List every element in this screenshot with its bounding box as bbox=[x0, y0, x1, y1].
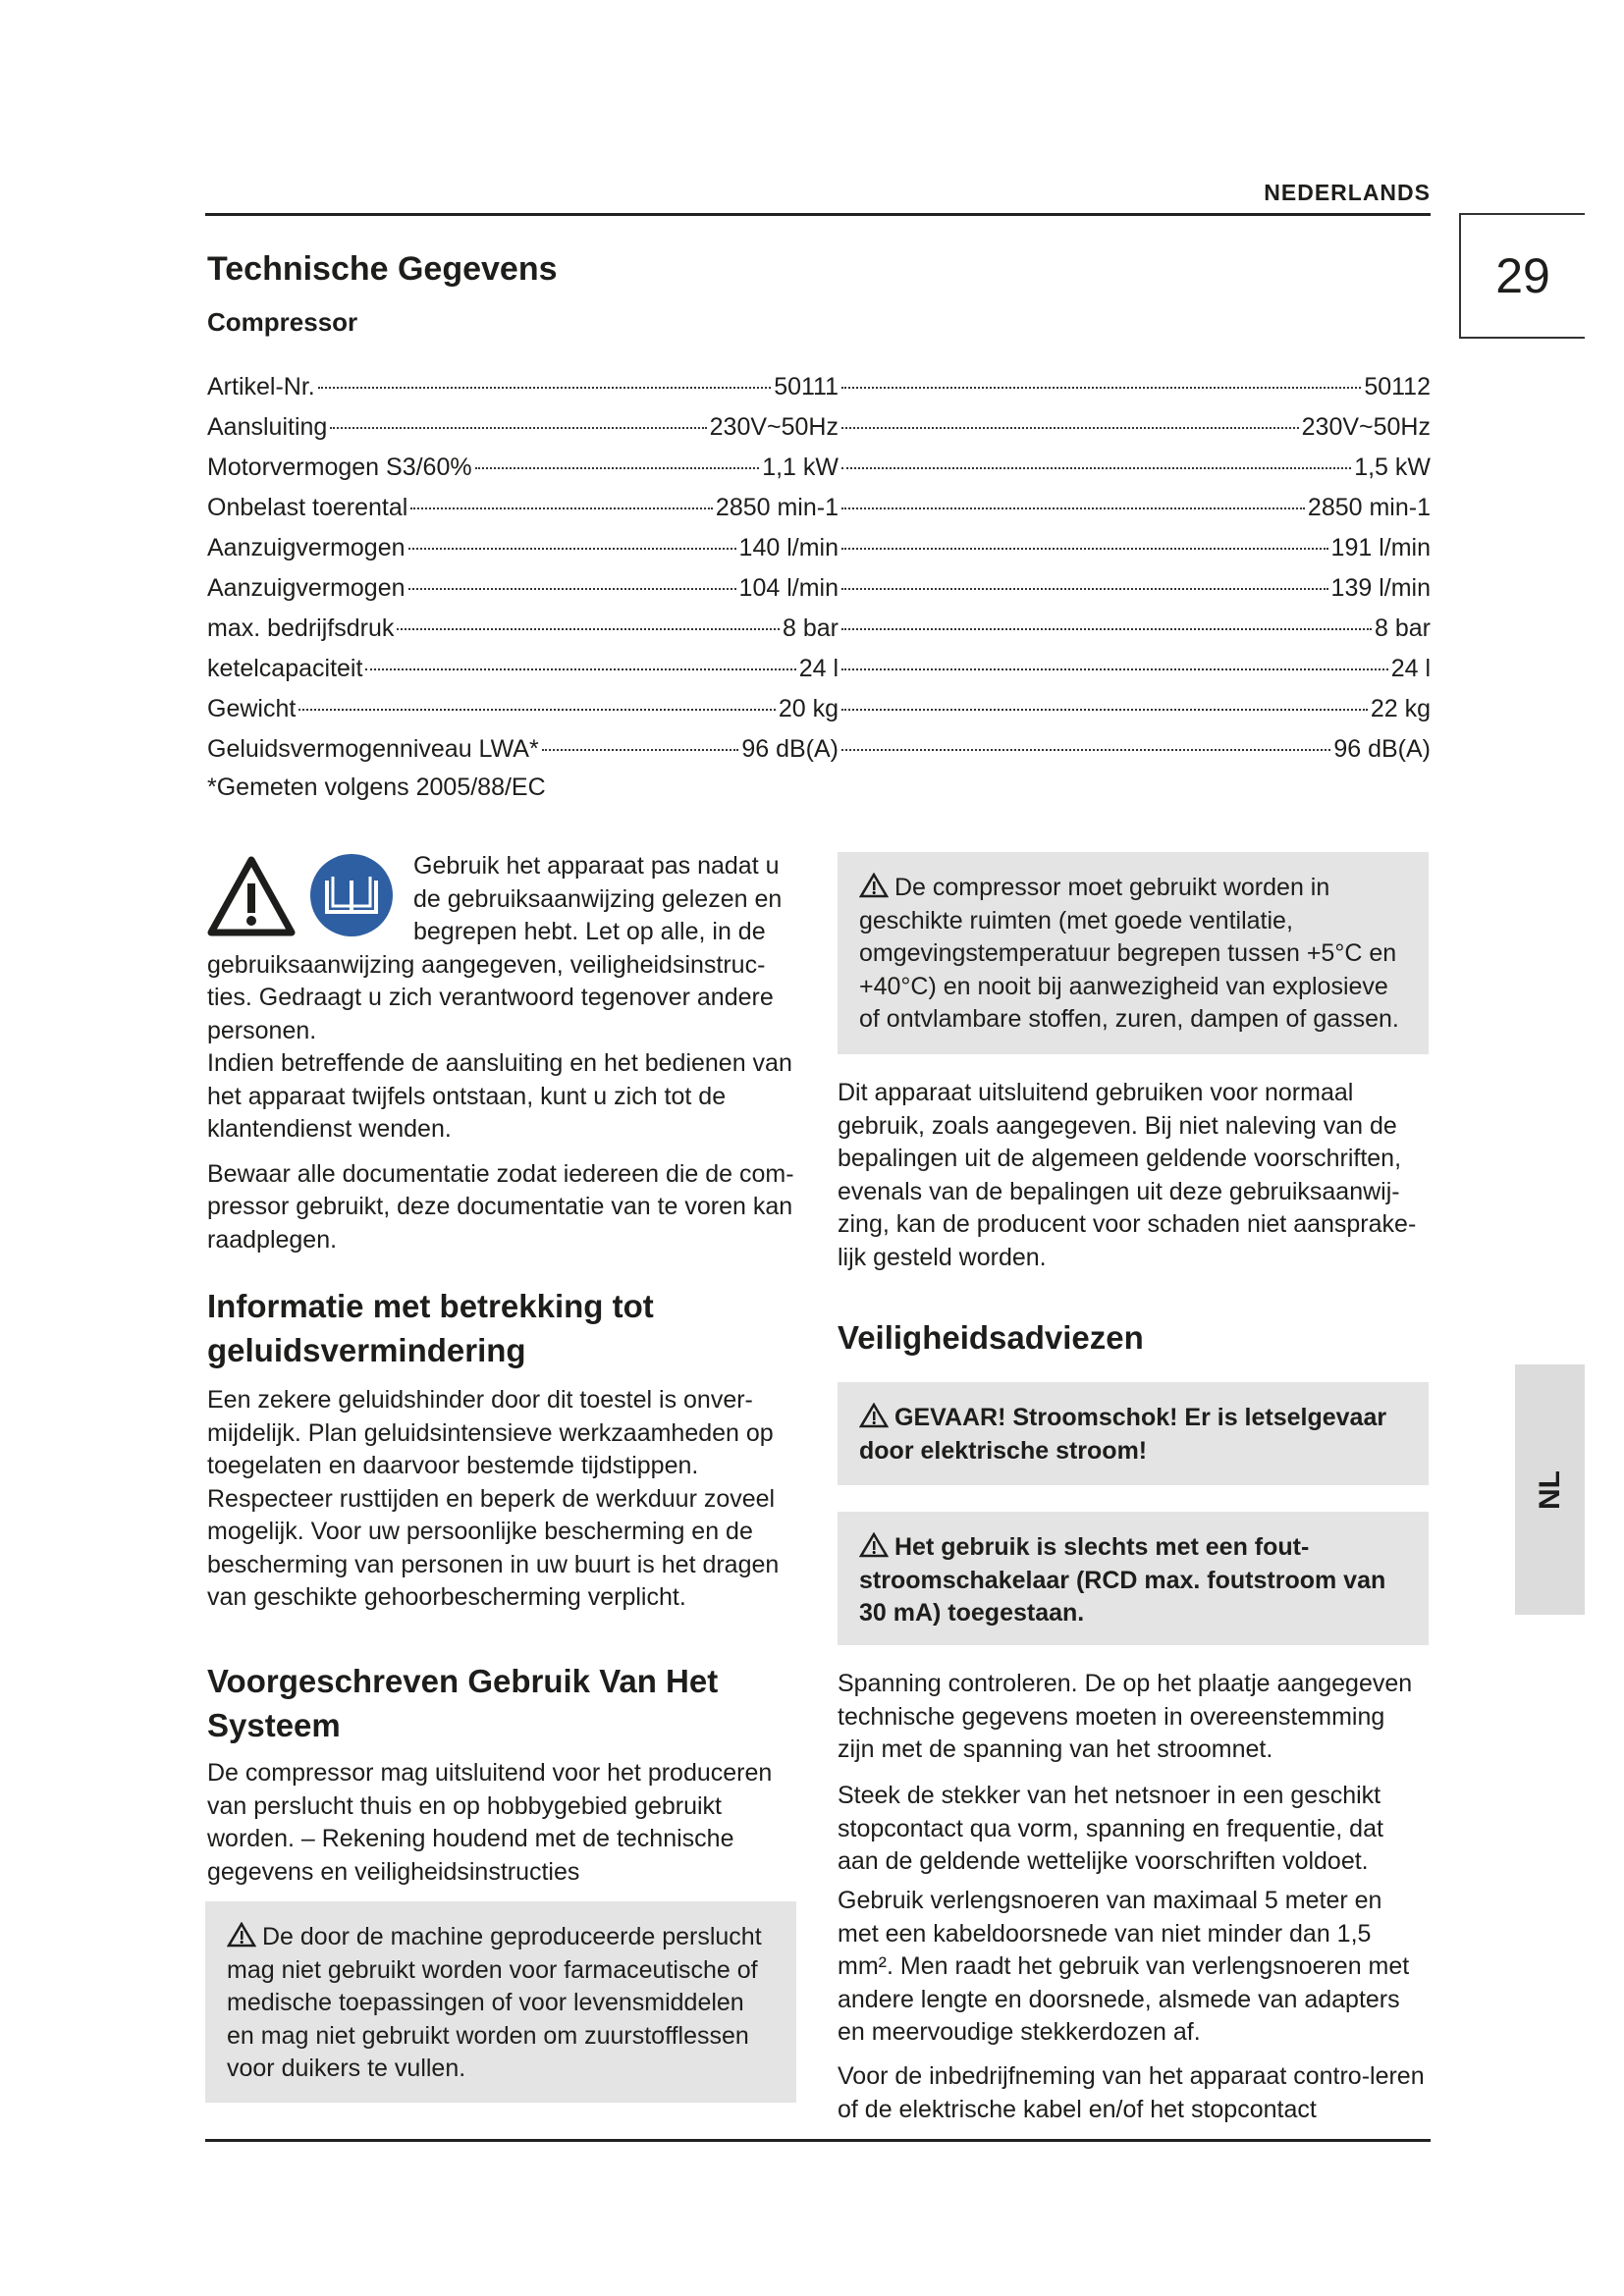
extension-text: Gebruik verlengsnoeren van maximaal 5 meter en met een kabeldoorsnede van niet minder dan 1,5 mm². Men raadt het gebruik van verlengsnoeren met andere lengte en doorsnede, alsmede van adapters en meervoudige stekkerdozen af. bbox=[838, 1887, 1410, 2046]
spec-value-50111: 96 dB(A) bbox=[741, 735, 839, 763]
spec-value-50111: 1,1 kW bbox=[762, 454, 839, 481]
dot-leader bbox=[475, 454, 760, 469]
dot-leader bbox=[841, 614, 1372, 630]
spec-label: Aanzuigvermogen bbox=[207, 534, 406, 561]
intro-text: Gebruik het apparaat pas nadat u de gebruiksaanwijzing gelezen en begrepen hebt. Let op alle, in de gebruiksaanwijzing aangegeven, veiligheidsinstruc-ties. Gedraagt u zich verantwoord tegenover andere personen. bbox=[207, 852, 783, 1044]
normal-use-text: Dit apparaat uitsluitend gebruiken voor normaal gebruik, zoals aangegeven. Bij niet naleving van de bepalingen uit de algemeen geldende voorschriften, evenals van de bepalingen uit deze gebruiksaanwij-zing, kan de producent voor schaden niet aansprake-lijk gesteld worden. bbox=[838, 1079, 1417, 1271]
dot-leader bbox=[330, 413, 706, 429]
dot-leader bbox=[841, 735, 1330, 751]
spec-value-50111: 20 kg bbox=[778, 695, 839, 722]
warning-icon bbox=[227, 1922, 256, 1948]
warning-icon bbox=[859, 1403, 889, 1428]
spec-value-50111: 104 l/min bbox=[738, 574, 839, 602]
spec-label: Motorvermogen S3/60% bbox=[207, 454, 472, 481]
spec-label: ketelcapaciteit bbox=[207, 655, 363, 682]
keep-docs-text: Bewaar alle documentatie zodat iedereen die de com-pressor gebruikt, deze documentatie van te voren kan raadplegen. bbox=[207, 1159, 794, 1254]
spec-value-50112: 2850 min-1 bbox=[1307, 494, 1431, 521]
spec-label: Artikel-Nr. bbox=[207, 373, 315, 400]
dot-leader bbox=[841, 574, 1328, 590]
rcd-text: Het gebruik is slechts met een fout-stroomschakelaar (RCD max. foutstroom van 30 mA) toegestaan. bbox=[859, 1533, 1386, 1627]
dot-leader bbox=[410, 494, 713, 509]
language-tab-label: NL bbox=[1533, 1469, 1566, 1510]
spec-row bbox=[207, 609, 1431, 649]
dot-leader bbox=[841, 655, 1388, 670]
page-number: 29 bbox=[1459, 213, 1585, 339]
dot-leader bbox=[542, 735, 739, 751]
use-heading: Voorgeschreven Gebruik Van Het Systeem bbox=[207, 1663, 719, 1743]
spec-value-50112: 96 dB(A) bbox=[1333, 735, 1431, 763]
spec-value-50111: 2850 min-1 bbox=[715, 494, 839, 521]
spec-row bbox=[207, 568, 1431, 609]
spec-value-50111: 24 l bbox=[798, 655, 839, 682]
spec-label: Onbelast toerental bbox=[207, 494, 408, 521]
spec-label: Geluidsvermogenniveau LWA* bbox=[207, 735, 539, 763]
spec-value-50112: 139 l/min bbox=[1330, 574, 1431, 602]
spec-label: max. bedrijfsdruk bbox=[207, 614, 395, 642]
bottom-rule bbox=[205, 2139, 1431, 2142]
dot-leader bbox=[298, 695, 776, 711]
dot-leader bbox=[397, 614, 780, 630]
spec-row bbox=[207, 649, 1431, 689]
spec-row bbox=[207, 528, 1431, 568]
section-subtitle: Compressor bbox=[207, 307, 358, 337]
room-warning-text: De compressor moet gebruikt worden in geschikte ruimten (met goede ventilatie, omgevingstemperatuur begrepen tussen +5°C en +40°C) en nooit bij aanwezigheid van explosieve of ontvlambare stoffen, zuren, dampen of gassen. bbox=[859, 874, 1399, 1033]
top-rule bbox=[205, 213, 1431, 216]
spec-row bbox=[207, 689, 1431, 729]
use-text: De compressor mag uitsluitend voor het produceren van perslucht thuis en op hobbygebied gebruikt worden. – Rekening houdend met de technische gegevens en veiligheidsinstructies bbox=[207, 1759, 773, 1886]
air-warning-box bbox=[205, 1901, 796, 2103]
intro-text-2: Indien betreffende de aansluiting en het bedienen van het apparaat twijfels ontstaan, kunt u zich tot de klantendienst wenden. bbox=[207, 1049, 792, 1143]
rcd-box bbox=[838, 1512, 1429, 1645]
spec-value-50111: 140 l/min bbox=[738, 534, 839, 561]
danger-text: GEVAAR! Stroomschok! Er is letselgevaar door elektrische stroom! bbox=[859, 1404, 1387, 1465]
language-tab bbox=[1515, 1364, 1585, 1615]
dot-leader bbox=[841, 534, 1328, 550]
dot-leader bbox=[841, 494, 1305, 509]
safety-heading: Veiligheidsadviezen bbox=[838, 1319, 1144, 1356]
warning-triangle-icon bbox=[207, 856, 296, 936]
warning-icon bbox=[859, 1532, 889, 1558]
dot-leader bbox=[365, 655, 795, 670]
spec-row bbox=[207, 488, 1431, 528]
read-manual-icon bbox=[309, 853, 394, 937]
spec-value-50112: 24 l bbox=[1390, 655, 1431, 682]
spec-row bbox=[207, 367, 1431, 407]
spec-value-50111: 230V~50Hz bbox=[709, 413, 839, 441]
spec-table bbox=[207, 367, 1431, 802]
dot-leader bbox=[408, 574, 736, 590]
spec-label: Aansluiting bbox=[207, 413, 328, 441]
spec-value-50112: 22 kg bbox=[1370, 695, 1431, 722]
startup-text: Voor de inbedrijfneming van het apparaat contro-leren of de elektrische kabel en/of het stopcontact bbox=[838, 2062, 1425, 2123]
dot-leader bbox=[841, 373, 1361, 389]
air-warning-text: De door de machine geproduceerde perslucht mag niet gebruikt worden voor farmaceutische of medische toepassingen of voor levensmiddelen en mag niet gebruikt worden om zuurstofflessen voor duikers te vullen. bbox=[227, 1923, 762, 2082]
spec-row bbox=[207, 407, 1431, 448]
dot-leader bbox=[841, 454, 1351, 469]
noise-text: Een zekere geluidshinder door dit toestel is onver-mijdelijk. Plan geluidsintensieve werkzaamheden op toegelaten en daarvoor bestemde tijdstippen. Respecteer rusttijden en beperk de werkduur zoveel mogelijk. Voor uw persoonlijke bescherming en de bescherming van personen in uw buurt is het dragen van geschikte gehoorbescherming verplicht. bbox=[207, 1386, 780, 1611]
voltage-text: Spanning controleren. De op het plaatje aangegeven technische gegevens moeten in overeenstemming zijn met de spanning van het stroomnet. bbox=[838, 1670, 1413, 1763]
spec-value-50111: 8 bar bbox=[783, 614, 839, 642]
language-label: NEDERLANDS bbox=[1264, 180, 1431, 205]
dot-leader bbox=[841, 695, 1368, 711]
spec-value-50111: 50111 bbox=[774, 373, 839, 400]
danger-box bbox=[838, 1382, 1429, 1485]
spec-row bbox=[207, 448, 1431, 488]
noise-heading: Informatie met betrekking tot geluidsvermindering bbox=[207, 1288, 654, 1368]
spec-value-50112: 191 l/min bbox=[1330, 534, 1431, 561]
spec-value-50112: 50112 bbox=[1364, 373, 1431, 400]
spec-footnote: *Gemeten volgens 2005/88/EC bbox=[207, 774, 546, 801]
spec-value-50112: 8 bar bbox=[1375, 614, 1431, 642]
left-column bbox=[207, 850, 796, 1256]
section-title: Technische Gegevens bbox=[207, 250, 558, 288]
warning-icon bbox=[859, 873, 889, 898]
dot-leader bbox=[841, 413, 1299, 429]
spec-value-50112: 230V~50Hz bbox=[1301, 413, 1431, 441]
spec-label: Gewicht bbox=[207, 695, 297, 722]
plug-text: Steek de stekker van het netsnoer in een geschikt stopcontact qua vorm, spanning en frequentie, dat aan de geldende wettelijke voorschriften voldoet. bbox=[838, 1782, 1383, 1875]
room-warning-box bbox=[838, 852, 1429, 1054]
dot-leader bbox=[318, 373, 771, 389]
spec-label: Aanzuigvermogen bbox=[207, 574, 406, 602]
spec-row bbox=[207, 729, 1431, 770]
spec-value-50112: 1,5 kW bbox=[1354, 454, 1431, 481]
dot-leader bbox=[408, 534, 736, 550]
intro-icons bbox=[207, 850, 413, 948]
